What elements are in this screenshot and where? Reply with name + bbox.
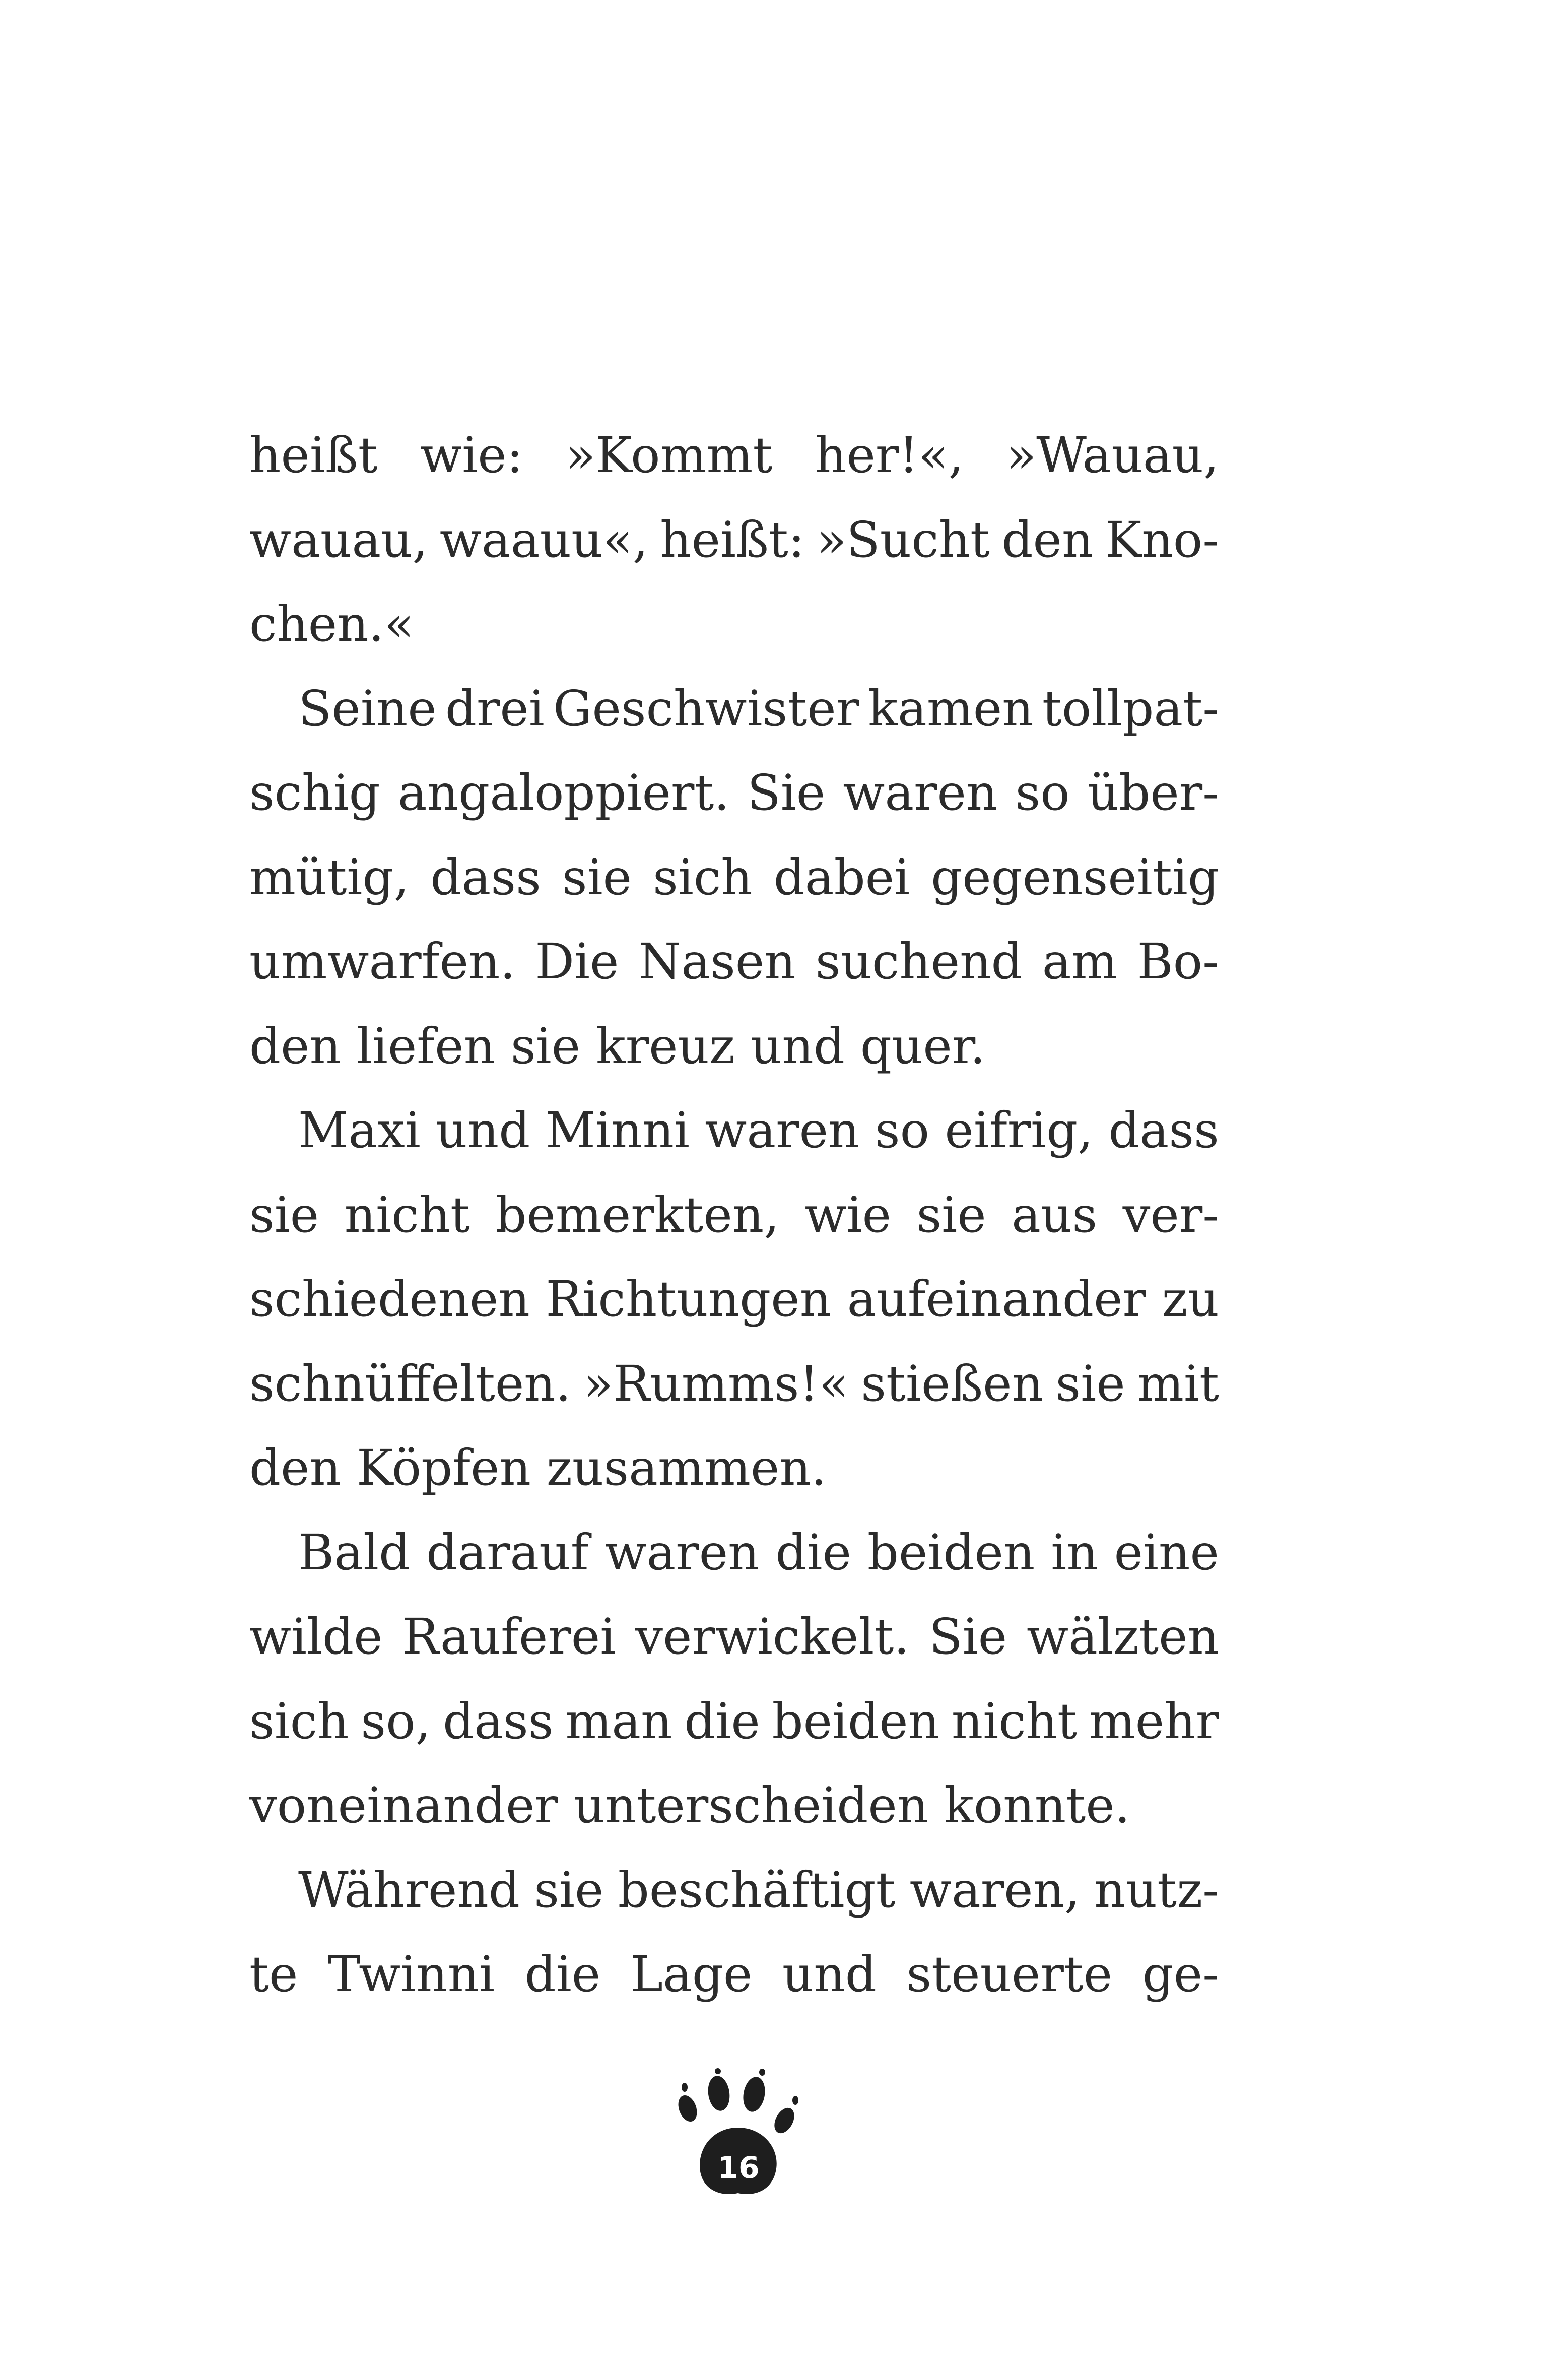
word: »Rumms!« [583,1355,849,1412]
word: waren, [909,1861,1080,1919]
text-line [249,751,1219,835]
word: stießen [861,1355,1044,1412]
word: Bo- [1137,933,1219,990]
word: wauau, [249,511,428,568]
word: angaloppiert. [397,764,730,821]
word: zu [1162,1271,1219,1328]
word: nicht [344,1186,470,1243]
word: nicht [951,1692,1078,1750]
word: sie [562,848,632,906]
word: heißt [249,427,378,484]
word: beiden [772,1692,940,1750]
word: ge- [1142,1946,1219,2003]
word: dass [1108,1102,1219,1159]
text-line [249,1595,1219,1679]
word: konnte. [944,1777,1130,1834]
word: eifrig, [945,1102,1094,1159]
word: Rauferei [402,1608,616,1665]
text-line [249,413,1219,498]
word: darauf [426,1524,589,1581]
word: Maxi [298,1102,421,1159]
word: heißt: [660,511,805,568]
text-line [249,1426,1219,1510]
text-line [249,498,1219,582]
word: Sie [747,764,826,821]
word: Bald [298,1524,411,1581]
word: sich [653,848,753,906]
word: aus [1012,1186,1098,1243]
word: Seine [298,680,437,737]
word: te [249,1946,298,2003]
word: kamen [868,680,1034,737]
word: eine [1114,1524,1219,1581]
word: Geschwister [553,680,860,737]
text-line [249,1342,1219,1426]
word: so [1015,764,1070,821]
word: Minni [545,1102,690,1159]
word: wie: [420,427,523,484]
paw-icon [672,2068,803,2204]
text-line [249,1173,1219,1258]
page-number: 16 [717,2150,760,2186]
word: die [684,1692,760,1750]
text-line [249,667,1219,751]
word: dass [430,848,541,906]
word: waren [705,1102,860,1159]
word: so [875,1102,930,1159]
word: den [249,1017,341,1075]
word: sich [249,1692,349,1750]
word: Nasen [638,933,796,990]
word: Twinni [327,1946,495,2003]
word: und [436,1102,530,1159]
word: waren [604,1524,760,1581]
word: wilde [249,1608,383,1665]
text-line [249,919,1219,1004]
text-line [249,582,1219,667]
word: Richtungen [546,1271,832,1328]
word: waauu«, [439,511,648,568]
word: zusammen. [546,1439,827,1496]
word: Während [298,1861,520,1919]
text-line [249,1848,1219,1933]
text-line [249,1763,1219,1848]
word: am [1042,933,1118,990]
word: den [249,1439,341,1496]
word: sie [1055,1355,1125,1412]
word: beiden [867,1524,1035,1581]
word: drei [445,680,545,737]
word: sie [534,1861,604,1919]
word: über- [1087,764,1219,821]
word: mit [1137,1355,1219,1412]
word: bemerkten, [495,1186,780,1243]
word: dabei [773,848,910,906]
word: suchend [815,933,1023,990]
word: beschäftigt [618,1861,896,1919]
word: Köpfen [356,1439,531,1496]
word: und [750,1017,845,1075]
page-number-badge [672,2068,803,2204]
text-line [249,835,1219,920]
word: umwarfen. [249,933,516,990]
word: nutz- [1094,1861,1219,1919]
word: schig [249,764,380,821]
word: »Wauau, [1006,427,1219,484]
text-line [249,1004,1219,1089]
word: sie [916,1186,986,1243]
word: in [1051,1524,1098,1581]
text-line [249,1932,1219,2017]
word: waren [843,764,998,821]
word: die [775,1524,851,1581]
word: so, [361,1692,431,1750]
word: Die [535,933,619,990]
word: her!«, [815,427,964,484]
word: und [782,1946,877,2003]
word: wie [804,1186,891,1243]
word: verwickelt. [635,1608,910,1665]
word: quer. [860,1017,986,1075]
text-line [249,1679,1219,1764]
word: mütig, [249,848,410,906]
word: kreuz [595,1017,735,1075]
word: die [524,1946,601,2003]
body-text [249,413,1219,2017]
word: voneinander [249,1777,558,1834]
word: Sie [929,1608,1007,1665]
word: man [565,1692,672,1750]
word: liefen [356,1017,496,1075]
word: Kno- [1105,511,1219,568]
word: »Kommt [565,427,773,484]
word: sie [510,1017,581,1075]
word: unterscheiden [573,1777,929,1834]
word: tollpat- [1042,680,1219,737]
word: wälzten [1027,1608,1219,1665]
word: den [1001,511,1094,568]
text-line [249,1510,1219,1595]
text-line [249,1088,1219,1173]
word: »Sucht [816,511,990,568]
text-line [249,1257,1219,1342]
word: sie [249,1186,319,1243]
word: aufeinander [847,1271,1146,1328]
word: dass [443,1692,554,1750]
word: Lage [630,1946,753,2003]
word: schnüffelten. [249,1355,571,1412]
word: gegenseitig [931,848,1219,906]
word: ver- [1122,1186,1219,1243]
word: schiedenen [249,1271,530,1328]
word: steuerte [906,1946,1113,2003]
word: mehr [1089,1692,1219,1750]
word: chen.« [249,596,414,652]
